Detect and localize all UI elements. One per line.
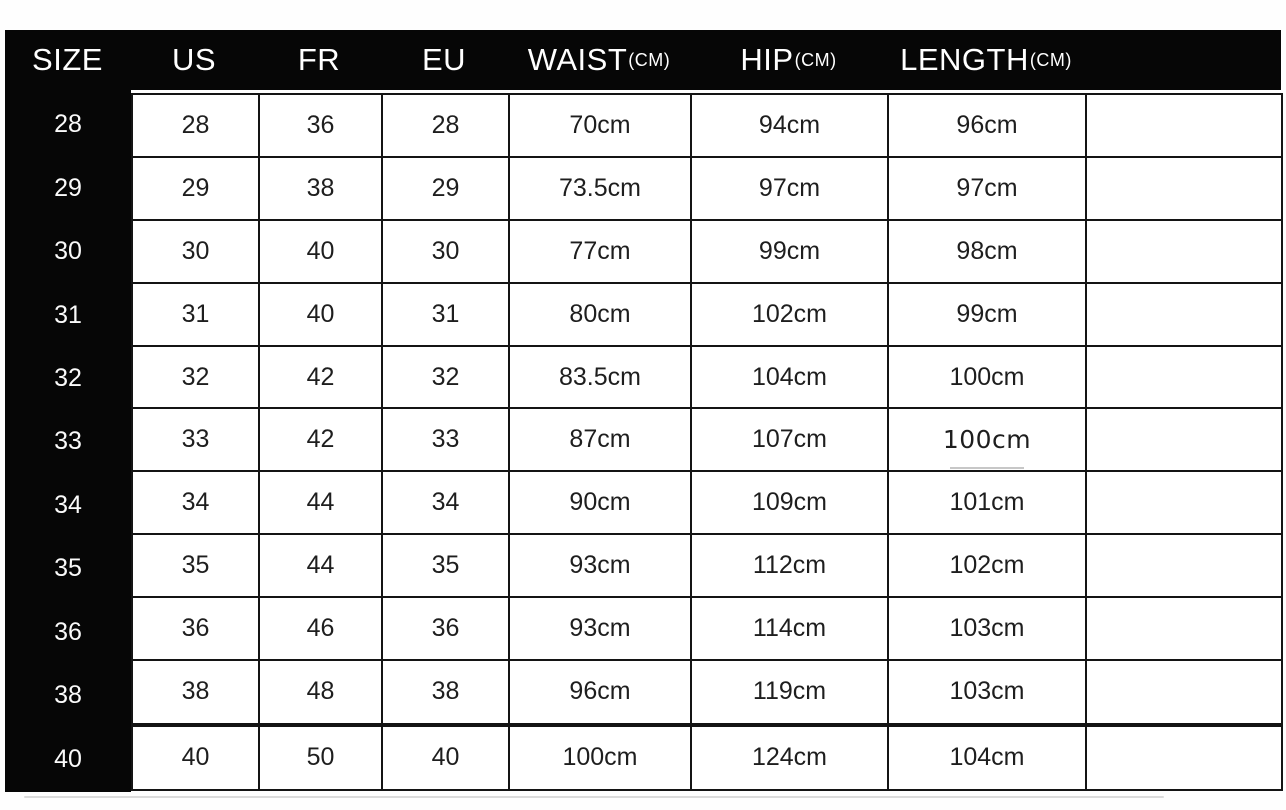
- header-unit: (CM): [628, 49, 671, 70]
- table-cell-us: 36: [132, 597, 259, 660]
- table-cell-eu: 36: [382, 597, 509, 660]
- table-cell-hip: 109cm: [691, 471, 888, 534]
- table-cell-us: 35: [132, 534, 259, 597]
- table-cell-hip: 119cm: [691, 660, 888, 725]
- table-rows-container: [132, 94, 1282, 790]
- table-cell-fr: 48: [259, 660, 382, 725]
- table-cell-fr: 46: [259, 597, 382, 660]
- header-cell-us: [131, 30, 258, 90]
- table-cell-hip: 107cm: [691, 408, 888, 471]
- table-cell-extra: [1086, 220, 1282, 283]
- table-cell-hip: 104cm: [691, 346, 888, 409]
- table-cell-us: 33: [132, 408, 259, 471]
- table-cell-waist: 87cm: [509, 408, 691, 471]
- table-cell-fr: 50: [259, 725, 382, 790]
- size-column-value: 40: [54, 744, 82, 773]
- header-label: HIP: [740, 42, 794, 77]
- table-cell-us: 38: [132, 660, 259, 725]
- table-cell-eu: 31: [382, 283, 509, 346]
- table-cell-eu: 40: [382, 725, 509, 790]
- header-label: FR: [297, 42, 341, 77]
- header-cell-blank: [1085, 30, 1281, 90]
- table-cell-eu: 32: [382, 346, 509, 409]
- table-cell-eu: 34: [382, 471, 509, 534]
- size-column-value: 32: [54, 364, 82, 393]
- header-unit: (CM): [1029, 49, 1072, 70]
- table-cell-extra: [1086, 408, 1282, 471]
- size-column-value: 30: [54, 237, 82, 266]
- header-label: WAIST: [527, 42, 628, 77]
- table-row: [132, 471, 1282, 534]
- table-cell-waist: 93cm: [509, 534, 691, 597]
- size-column-value: 34: [54, 490, 82, 519]
- table-cell-hip: 97cm: [691, 157, 888, 220]
- table-cell-eu: 38: [382, 660, 509, 725]
- table-cell-extra: [1086, 471, 1282, 534]
- table-row: [132, 597, 1282, 660]
- table-row: [132, 534, 1282, 597]
- table-cell-extra: [1086, 283, 1282, 346]
- size-column-values: [5, 93, 131, 791]
- table-cell-fr: 42: [259, 346, 382, 409]
- table-row: [132, 94, 1282, 157]
- table-cell-length: 100cm: [888, 408, 1086, 471]
- table-cell-us: 32: [132, 346, 259, 409]
- table-cell-extra: [1086, 157, 1282, 220]
- table-cell-hip: 112cm: [691, 534, 888, 597]
- table-row: [132, 220, 1282, 283]
- table-cell-fr: 40: [259, 283, 382, 346]
- table-cell-length: 97cm: [888, 157, 1086, 220]
- size-column-value: 36: [54, 617, 82, 646]
- table-cell-extra: [1086, 94, 1282, 157]
- table-cell-eu: 30: [382, 220, 509, 283]
- table-cell-fr: 42: [259, 408, 382, 471]
- table-cell-eu: 33: [382, 408, 509, 471]
- table-row: [132, 725, 1282, 790]
- table-header: [5, 30, 1281, 90]
- table-bottom-shadow-line: [24, 796, 1164, 798]
- size-column-value: 29: [54, 173, 82, 202]
- table-row: [132, 408, 1282, 471]
- table-cell-waist: 96cm: [509, 660, 691, 725]
- table-cell-length: 101cm: [888, 471, 1086, 534]
- header-cell-hip: [690, 30, 887, 90]
- header-cell-fr: [258, 30, 381, 90]
- edited-smudge-line: [950, 467, 1024, 469]
- size-table-body: [131, 93, 1283, 791]
- table-cell-us: 30: [132, 220, 259, 283]
- table-cell-length: 99cm: [888, 283, 1086, 346]
- header-label: US: [171, 42, 217, 77]
- table-cell-fr: 36: [259, 94, 382, 157]
- table-cell-fr: 40: [259, 220, 382, 283]
- table-cell-length: 103cm: [888, 660, 1086, 725]
- table-cell-hip: 99cm: [691, 220, 888, 283]
- header-cell-waist: [508, 30, 690, 90]
- header-label: SIZE: [32, 42, 103, 77]
- table-cell-extra: [1086, 725, 1282, 790]
- table-cell-waist: 90cm: [509, 471, 691, 534]
- table-cell-waist: 73.5cm: [509, 157, 691, 220]
- table-cell-waist: 77cm: [509, 220, 691, 283]
- table-cell-hip: 102cm: [691, 283, 888, 346]
- table-cell-us: 40: [132, 725, 259, 790]
- table-cell-fr: 38: [259, 157, 382, 220]
- table-row: [132, 346, 1282, 409]
- table-cell-fr: 44: [259, 534, 382, 597]
- table-cell-length: 96cm: [888, 94, 1086, 157]
- table-cell-extra: [1086, 597, 1282, 660]
- table-cell-fr: 44: [259, 471, 382, 534]
- table-cell-extra: [1086, 660, 1282, 725]
- table-cell-us: 34: [132, 471, 259, 534]
- table-cell-us: 31: [132, 283, 259, 346]
- table-cell-length: 98cm: [888, 220, 1086, 283]
- header-label: EU: [421, 42, 467, 77]
- table-cell-waist: 70cm: [509, 94, 691, 157]
- table-cell-eu: 35: [382, 534, 509, 597]
- size-column-value: 31: [54, 300, 82, 329]
- table-cell-waist: 100cm: [509, 725, 691, 790]
- table-cell-hip: 114cm: [691, 597, 888, 660]
- table-cell-eu: 29: [382, 157, 509, 220]
- table-cell-length: 103cm: [888, 597, 1086, 660]
- header-cell-size: [5, 30, 131, 90]
- size-column-value: 33: [54, 427, 82, 456]
- table-row: [132, 660, 1282, 725]
- size-column-value: 35: [54, 554, 82, 583]
- header-unit: (CM): [794, 49, 837, 70]
- table-row: [132, 283, 1282, 346]
- header-cell-eu: [381, 30, 508, 90]
- header-label: LENGTH: [900, 42, 1029, 77]
- table-cell-waist: 80cm: [509, 283, 691, 346]
- table-cell-us: 28: [132, 94, 259, 157]
- table-cell-length: 102cm: [888, 534, 1086, 597]
- size-column-value: 28: [54, 110, 82, 139]
- table-cell-length: 100cm: [888, 346, 1086, 409]
- header-cell-length: [887, 30, 1085, 90]
- table-cell-waist: 93cm: [509, 597, 691, 660]
- table-cell-us: 29: [132, 157, 259, 220]
- table-cell-length: 104cm: [888, 725, 1086, 790]
- table-row: [132, 157, 1282, 220]
- table-cell-extra: [1086, 346, 1282, 409]
- table-cell-hip: 124cm: [691, 725, 888, 790]
- table-cell-extra: [1086, 534, 1282, 597]
- table-cell-hip: 94cm: [691, 94, 888, 157]
- table-cell-waist: 83.5cm: [509, 346, 691, 409]
- size-column-value: 38: [54, 681, 82, 710]
- table-cell-eu: 28: [382, 94, 509, 157]
